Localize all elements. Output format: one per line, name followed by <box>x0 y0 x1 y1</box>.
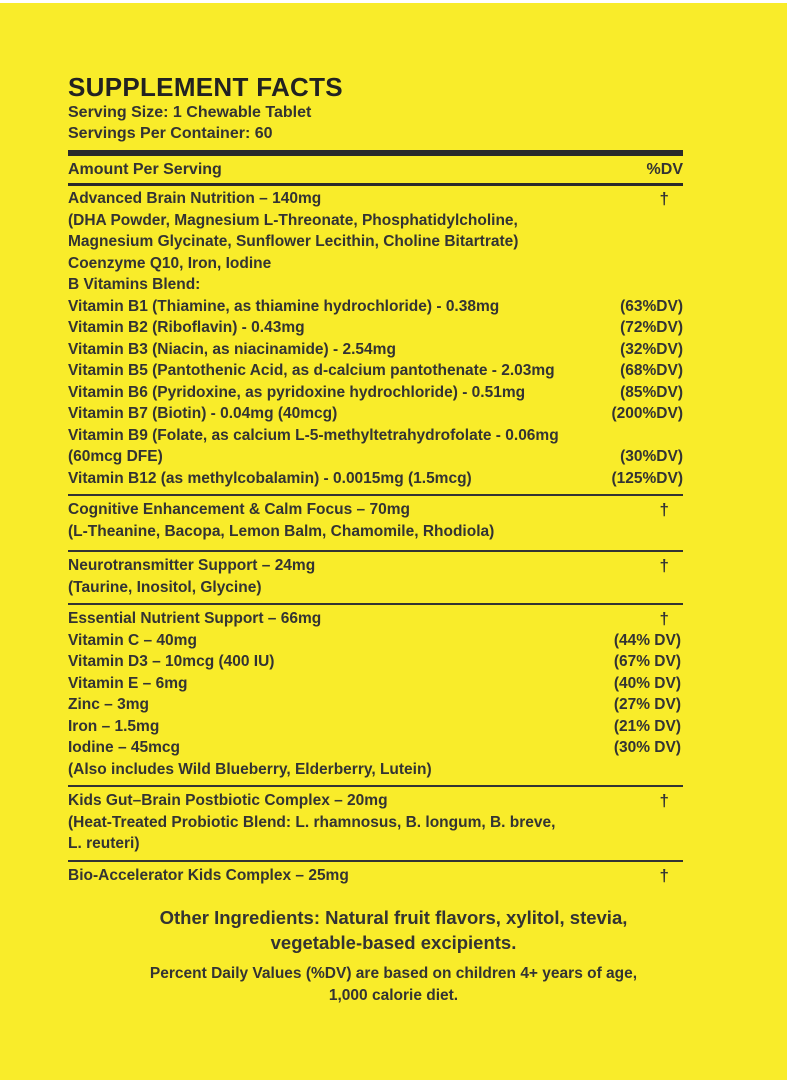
bio-accelerator-section <box>68 865 683 887</box>
vitamin-dv: (68%DV) <box>620 362 683 379</box>
vitamin-dv: (63%DV) <box>620 297 683 315</box>
serving-size: Serving Size: 1 Chewable Tablet <box>68 104 312 121</box>
ingredient-line <box>68 274 683 296</box>
vitamin-dv: (125%DV) <box>611 469 683 487</box>
gut-detail-2: L. reuteri) <box>68 835 140 852</box>
vitamin-dv: (72%DV) <box>620 319 683 336</box>
nutrient-label: Vitamin C – 40mg <box>68 631 197 649</box>
nutrient-label: Vitamin D3 – 10mcg (400 IU) <box>68 653 275 670</box>
essential-also: (Also includes Wild Blueberry, Elderberry, Lutein) <box>68 760 432 778</box>
vitamin-row <box>68 360 683 382</box>
ingredient-line <box>68 210 683 232</box>
vitamin-row <box>68 716 683 738</box>
section-divider <box>68 785 683 787</box>
section-divider <box>68 603 683 605</box>
footnote-line-1: Percent Daily Values (%DV) are based on children 4+ years of age, <box>149 965 638 982</box>
section-divider <box>68 550 683 552</box>
vitamin-row <box>68 382 683 404</box>
bio-name: Bio-Accelerator Kids Complex – 25mg <box>68 866 349 884</box>
neuro-detail: (Taurine, Inositol, Glycine) <box>68 578 262 596</box>
ingredient-line <box>68 253 683 275</box>
ingredient-line <box>68 231 683 253</box>
gut-name: Kids Gut–Brain Postbiotic Complex – 20mg <box>68 792 388 809</box>
vitamin-row <box>68 339 683 361</box>
essential-section <box>68 608 683 780</box>
section-divider <box>68 860 683 862</box>
nutrient-dv: (21% DV) <box>613 717 681 735</box>
neuro-name: Neurotransmitter Support – 24mg <box>68 557 316 574</box>
ingredient-line <box>68 833 683 855</box>
vitamin-label: Vitamin B9 (Folate, as calcium L-5-methyltetrahydrofolate - 0.06mg <box>68 426 559 444</box>
other-ingredients <box>68 905 719 955</box>
gut-detail-1: (Heat-Treated Probiotic Blend: L. rhamnosus, B. longum, B. breve, <box>68 813 556 831</box>
cognitive-section <box>68 499 683 542</box>
dagger-mark: † <box>659 865 669 885</box>
vitamin-label: (60mcg DFE) <box>68 448 163 465</box>
vitamin-dv: (200%DV) <box>611 405 683 422</box>
dagger-mark: † <box>659 556 669 575</box>
dv-header-label: %DV <box>646 161 683 178</box>
footnote-line-2: 1,000 calorie diet. <box>328 987 459 1004</box>
brain-nutrition-name: Advanced Brain Nutrition – 140mg <box>68 190 322 207</box>
other-ingredients-line-1: Other Ingredients: Natural fruit flavors, xylitol, stevia, <box>159 907 628 928</box>
vitamin-label: Vitamin B2 (Riboflavin) - 0.43mg <box>68 319 305 336</box>
vitamin-dv: (85%DV) <box>620 383 683 401</box>
brain-ingredients-1: (DHA Powder, Magnesium L-Threonate, Phosphatidylcholine, <box>68 211 518 229</box>
vitamin-row <box>68 651 683 673</box>
cognitive-name: Cognitive Enhancement & Calm Focus – 70mg <box>68 501 410 518</box>
vitamin-label: Vitamin B1 (Thiamine, as thiamine hydrochloride) - 0.38mg <box>68 297 500 315</box>
vitamin-row <box>68 446 683 468</box>
supplement-facts-panel <box>68 72 683 886</box>
ingredient-line <box>68 812 683 834</box>
vitamin-row <box>68 403 683 425</box>
nutrient-label: Iodine – 45mcg <box>68 739 180 756</box>
dagger-mark: † <box>659 500 669 519</box>
nutrient-label: Zinc – 3mg <box>68 696 149 713</box>
nutrient-row <box>68 790 683 812</box>
panel-title: SUPPLEMENT FACTS <box>68 72 343 102</box>
dagger-mark: † <box>659 791 669 810</box>
servings-per-container: Servings Per Container: 60 <box>68 125 273 142</box>
vitamin-row <box>68 630 683 652</box>
vitamin-row <box>68 468 683 490</box>
vitamin-row <box>68 737 683 759</box>
nutrient-row <box>68 608 683 630</box>
b-vitamins-blend-label: B Vitamins Blend: <box>68 276 201 293</box>
vitamin-label: Vitamin B5 (Pantothenic Acid, as d-calcium pantothenate - 2.03mg <box>68 362 555 379</box>
vitamin-row <box>68 317 683 339</box>
nutrient-label: Vitamin E – 6mg <box>68 674 188 692</box>
vitamin-dv: (32%DV) <box>620 340 683 358</box>
nutrient-label: Iron – 1.5mg <box>68 717 160 735</box>
neurotransmitter-section <box>68 555 683 598</box>
gut-brain-section <box>68 790 683 855</box>
nutrient-row <box>68 499 683 521</box>
dagger-mark: † <box>659 609 669 628</box>
vitamin-row <box>68 425 683 447</box>
amount-per-serving-label: Amount Per Serving <box>68 161 222 178</box>
dv-footnote <box>68 963 719 1007</box>
cognitive-detail: (L-Theanine, Bacopa, Lemon Balm, Chamomile, Rhodiola) <box>68 522 495 540</box>
nutrient-dv: (40% DV) <box>613 674 681 692</box>
brain-ingredients-2: Magnesium Glycinate, Sunflower Lecithin, Choline Bitartrate) <box>68 233 519 250</box>
vitamin-row <box>68 296 683 318</box>
brain-nutrition-section <box>68 188 683 489</box>
section-divider <box>68 494 683 496</box>
top-border <box>0 0 787 3</box>
vitamin-dv: (30%DV) <box>620 448 683 465</box>
vitamin-label: Vitamin B12 (as methylcobalamin) - 0.0015mg (1.5mcg) <box>68 469 472 487</box>
essential-name: Essential Nutrient Support – 66mg <box>68 610 322 627</box>
vitamin-row <box>68 694 683 716</box>
nutrient-row <box>68 865 683 887</box>
amount-header-row <box>68 156 683 183</box>
nutrient-dv: (30% DV) <box>613 739 681 756</box>
header-divider <box>68 183 683 186</box>
vitamin-label: Vitamin B3 (Niacin, as niacinamide) - 2.54mg <box>68 340 396 358</box>
vitamin-label: Vitamin B6 (Pyridoxine, as pyridoxine hydrochloride) - 0.51mg <box>68 383 526 401</box>
vitamin-row <box>68 673 683 695</box>
other-ingredients-line-2: vegetable-based excipients. <box>270 932 517 953</box>
brain-ingredients-3: Coenzyme Q10, Iron, Iodine <box>68 254 272 272</box>
nutrient-row <box>68 555 683 577</box>
ingredient-line <box>68 759 683 781</box>
nutrient-dv: (67% DV) <box>613 653 681 670</box>
dagger-mark: † <box>659 189 669 208</box>
ingredient-line <box>68 521 683 543</box>
ingredient-line <box>68 577 683 599</box>
nutrient-dv: (44% DV) <box>613 631 681 649</box>
nutrient-row <box>68 188 683 210</box>
nutrient-dv: (27% DV) <box>613 696 681 713</box>
vitamin-label: Vitamin B7 (Biotin) - 0.04mg (40mcg) <box>68 405 338 422</box>
